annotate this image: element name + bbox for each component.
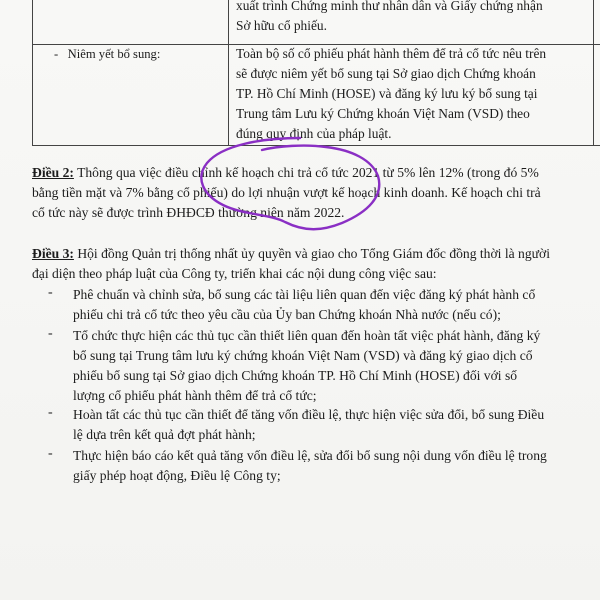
bullet-line: phiếu bổ sung tại Sở giao dịch Chứng khoán TP. Hồ Chí Minh (HOSE) đối với số bbox=[73, 368, 518, 383]
article-text: Thông qua việc điều chỉnh kế hoạch chi trả cổ tức 2021 từ 5% lên 12% (trong đó 5% bbox=[73, 165, 539, 180]
bullet-line: Tổ chức thực hiện các thủ tục cần thiết liên quan đến hoàn tất việc phát hành, đăng ký bbox=[73, 328, 541, 343]
table-line: TP. Hồ Chí Minh (HOSE) và đăng ký lưu ký bổ sung tại bbox=[236, 86, 538, 101]
bullet-dash: - bbox=[48, 446, 53, 461]
bullet-line: lệ dựa trên kết quả đợt phát hành; bbox=[73, 427, 256, 442]
bullet-dash: - bbox=[48, 326, 53, 341]
table-border bbox=[228, 0, 229, 146]
article-line bbox=[32, 163, 577, 183]
bullet-item bbox=[73, 285, 535, 325]
article-2 bbox=[32, 163, 577, 223]
bullet-item bbox=[73, 326, 540, 406]
row-label bbox=[54, 44, 160, 64]
table-line: xuất trình Chứng minh thư nhân dân và Giấy chứng nhận bbox=[236, 0, 543, 13]
bullet-line: Thực hiện báo cáo kết quả tăng vốn điều lệ, sửa đổi bổ sung nội dung vốn điều lệ trong bbox=[73, 448, 547, 463]
bullet-dash: - bbox=[48, 405, 53, 420]
table-border bbox=[593, 0, 594, 146]
article-3-heading: Điều 3: bbox=[32, 246, 74, 261]
bullet-line: phiếu chi trả cổ tức theo yêu cầu của Ủy ban Chứng khoán Nhà nước (nếu có); bbox=[73, 307, 501, 322]
bullet-line: Hoàn tất các thủ tục cần thiết để tăng vốn điều lệ, thực hiện việc sửa đổi, bổ sung Điều bbox=[73, 407, 545, 422]
bullet-line: Phê chuẩn và chỉnh sửa, bổ sung các tài liệu liên quan đến việc đăng ký phát hành cổ bbox=[73, 287, 536, 302]
article-line: cổ tức này sẽ được trình ĐHĐCĐ thường niên năm 2022. bbox=[32, 205, 345, 220]
article-text: Hội đồng Quản trị thống nhất ủy quyền và giao cho Tổng Giám đốc đồng thời là người bbox=[73, 246, 550, 261]
article-line: đại diện theo pháp luật của Công ty, triển khai các nội dung công việc sau: bbox=[32, 266, 437, 281]
table-line: Sở hữu cổ phiếu. bbox=[236, 18, 327, 33]
bullet-dash: - bbox=[48, 285, 53, 300]
bullet-line: lượng cổ phiếu phát hành thêm để trả cổ tức; bbox=[73, 388, 317, 403]
bullet-item bbox=[73, 446, 547, 486]
table-line: sẽ được niêm yết bổ sung tại Sở giao dịch Chứng khoán bbox=[236, 66, 536, 81]
table-line: Toàn bộ số cổ phiếu phát hành thêm để trả cổ tức nêu trên bbox=[236, 46, 547, 61]
table-border bbox=[32, 145, 600, 146]
bullet-line: giấy phép hoạt động, Điều lệ Công ty; bbox=[73, 468, 281, 483]
article-line bbox=[32, 244, 577, 264]
article-line: bằng tiền mặt và 7% bằng cổ phiếu) do lợi nhuận vượt kế hoạch kinh doanh. Kế hoạch chi trả bbox=[32, 185, 541, 200]
table-line: Trung tâm Lưu ký Chứng khoán Việt Nam (VSD) theo bbox=[236, 106, 530, 121]
table-line: đúng quy định của pháp luật. bbox=[236, 126, 392, 141]
table-top-row bbox=[236, 0, 543, 36]
row-content bbox=[236, 44, 546, 144]
article-2-heading: Điều 2: bbox=[32, 165, 74, 180]
resolution-table bbox=[32, 0, 600, 156]
row-dash: - bbox=[54, 47, 59, 61]
table-border bbox=[32, 0, 33, 146]
bullet-item bbox=[73, 405, 544, 445]
bullet-line: bổ sung tại Trung tâm lưu ký chứng khoán Việt Nam (VSD) và đăng ký giao dịch cổ bbox=[73, 348, 533, 363]
row-label-text: Niêm yết bổ sung: bbox=[67, 47, 161, 61]
article-3 bbox=[32, 244, 577, 284]
